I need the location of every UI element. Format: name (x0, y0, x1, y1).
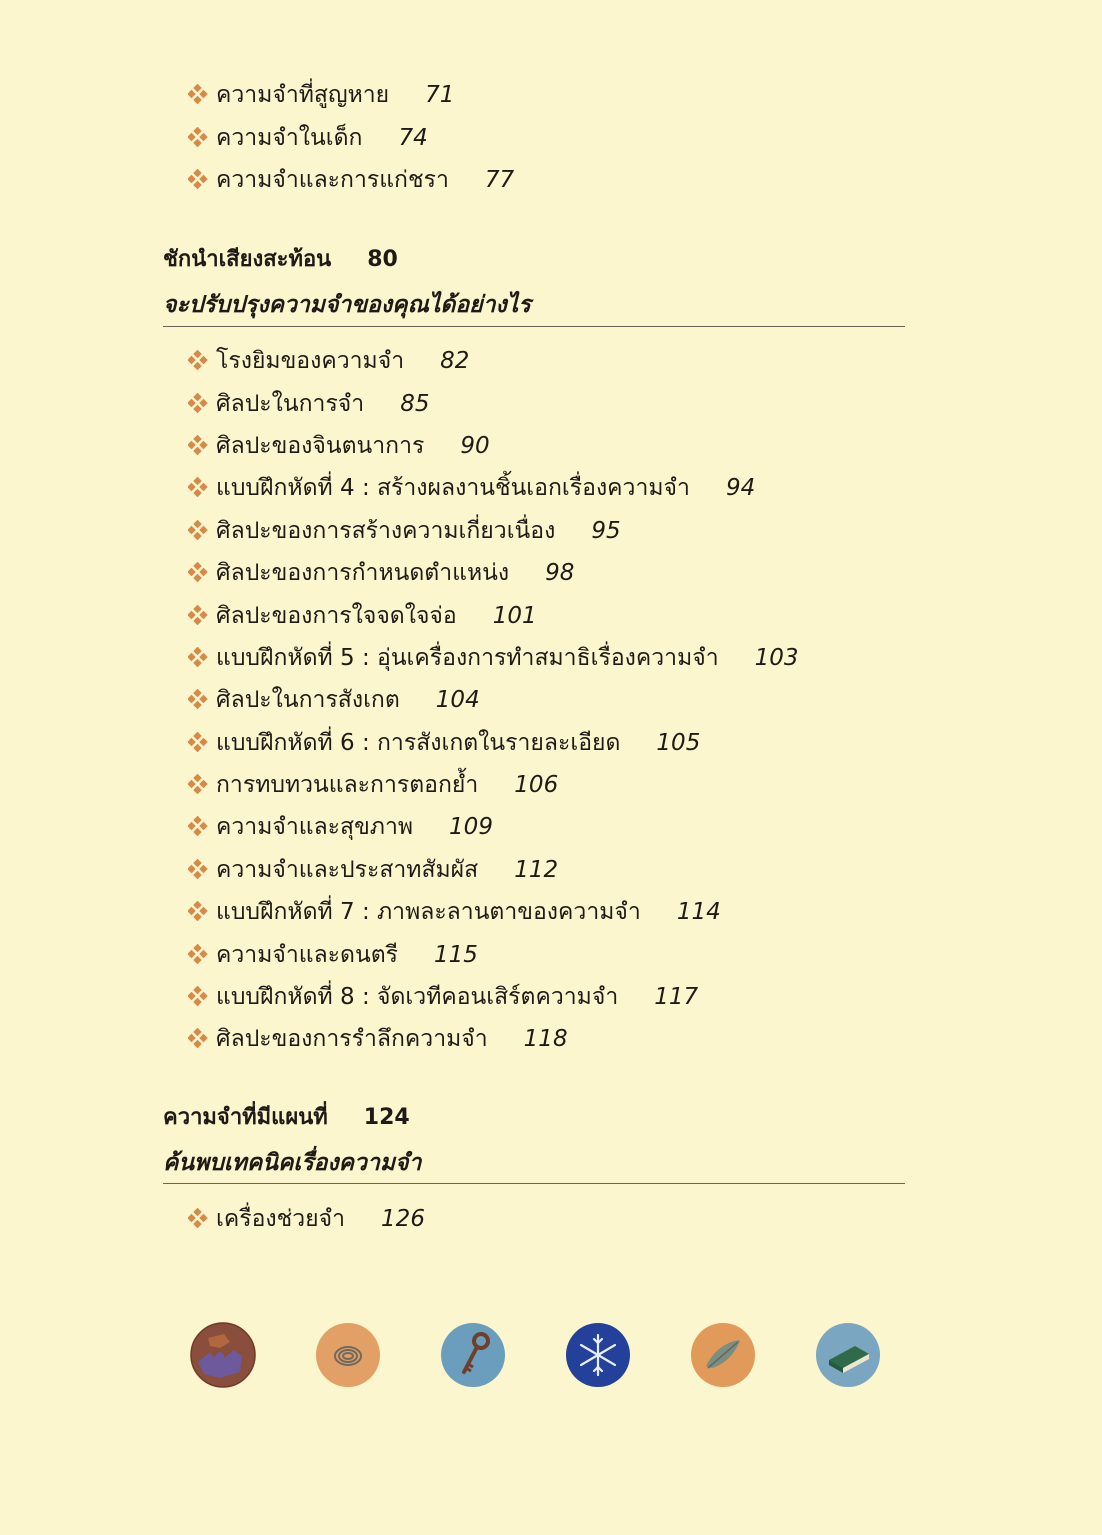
toc-item-page: 94 (725, 475, 756, 502)
toc-item-page: 90 (460, 432, 490, 459)
diamond-bullet-icon (188, 605, 210, 627)
section-title-text: ความจำที่มีแผนที่ (163, 1105, 328, 1130)
toc-item-page: 101 (492, 602, 537, 629)
section-subtitle: ค้นพบเทคนิคเรื่องความจำ (163, 1150, 422, 1176)
leaf-icon (690, 1322, 756, 1388)
diamond-bullet-icon (188, 477, 210, 499)
section-page-number: 124 (363, 1105, 410, 1130)
toc-item-page: 95 (591, 517, 621, 544)
section-subtitle: จะปรับปรุงความจำของคุณได้อย่างไร (163, 292, 531, 318)
diamond-bullet-icon (188, 562, 210, 584)
toc-item-title: ความจำในเด็ก (216, 124, 363, 151)
toc-item-title: ศิลปะของการรำลึกความจำ (216, 1026, 488, 1053)
diamond-bullet-icon (188, 393, 210, 415)
toc-item[interactable] (188, 74, 514, 116)
toc-item[interactable] (188, 722, 799, 764)
section-page-number: 80 (367, 247, 398, 272)
diamond-bullet-icon (188, 169, 210, 191)
diamond-bullet-icon (188, 84, 210, 106)
toc-item[interactable] (188, 159, 514, 201)
toc-item-title: ศิลปะของการสร้างความเกี่ยวเนื่อง (216, 517, 556, 544)
toc-item-title: ความจำและสุขภาพ (216, 814, 414, 841)
toc-item-page: 112 (514, 856, 559, 883)
toc-item-page: 106 (514, 772, 559, 799)
toc-item[interactable] (188, 382, 799, 424)
section-title[interactable] (163, 241, 398, 276)
toc-item-page: 82 (440, 348, 470, 375)
key-icon (440, 1322, 506, 1388)
toc-item-title: เครื่องช่วยจำ (216, 1206, 346, 1233)
diamond-bullet-icon (188, 520, 210, 542)
toc-item-title: การทบทวนและการตอกย้ำ (216, 772, 479, 799)
toc-item-title: แบบฝึกหัดที่ 6 : การสังเกตในรายละเอียด (216, 729, 621, 756)
toc-item-page: 126 (381, 1206, 425, 1233)
toc-item[interactable] (188, 933, 799, 975)
toc-item-title: แบบฝึกหัดที่ 5 : อุ่นเครื่องการทำสมาธิเรื่องความจำ (216, 644, 719, 671)
toc-item-title: แบบฝึกหัดที่ 8 : จัดเวทีคอนเสิร์ตความจำ (216, 984, 619, 1011)
puzzle-icon (190, 1322, 256, 1388)
toc-item-title: ความจำและการแก่ชรา (216, 166, 449, 193)
toc-item[interactable] (188, 1198, 425, 1240)
toc-item-page: 103 (754, 644, 799, 671)
toc-item-page: 104 (435, 687, 480, 714)
toc-list-group2 (188, 340, 799, 1061)
toc-item[interactable] (188, 806, 799, 848)
toc-item[interactable] (188, 510, 799, 552)
toc-item[interactable] (188, 679, 799, 721)
toc-item-page: 74 (398, 124, 428, 151)
diamond-bullet-icon (188, 435, 210, 457)
diamond-bullet-icon (188, 127, 210, 149)
section-divider (163, 1183, 905, 1184)
decorative-icon-row (190, 1322, 881, 1388)
toc-list-group3 (188, 1198, 425, 1240)
toc-item[interactable] (188, 976, 799, 1018)
toc-item[interactable] (188, 467, 799, 509)
toc-item-title: ความจำและดนตรี (216, 941, 398, 968)
section-title[interactable] (163, 1099, 410, 1134)
toc-list-group1 (188, 74, 514, 201)
toc-item-title: ศิลปะของการใจจดใจจ่อ (216, 602, 457, 629)
section-divider (163, 326, 905, 327)
toc-item-page: 105 (656, 729, 701, 756)
diamond-bullet-icon (188, 774, 210, 796)
diamond-bullet-icon (188, 816, 210, 838)
diamond-bullet-icon (188, 689, 210, 711)
toc-item-page: 115 (434, 941, 478, 968)
diamond-bullet-icon (188, 901, 210, 923)
toc-item[interactable] (188, 594, 799, 636)
toc-item[interactable] (188, 891, 799, 933)
toc-item-title: แบบฝึกหัดที่ 7 : ภาพละลานตาของความจำ (216, 899, 641, 926)
toc-item-page: 85 (400, 390, 430, 417)
fingerprint-icon (315, 1322, 381, 1388)
book-icon (815, 1322, 881, 1388)
toc-item-title: ความจำและประสาทสัมผัส (216, 856, 479, 883)
toc-item-title: ศิลปะในการจำ (216, 390, 365, 417)
toc-item-title: ศิลปะของการกำหนดตำแหน่ง (216, 560, 510, 587)
toc-item-page: 114 (676, 899, 721, 926)
diamond-bullet-icon (188, 1028, 210, 1050)
toc-item-title: ศิลปะในการสังเกต (216, 687, 400, 714)
toc-item-title: ศิลปะของจินตนาการ (216, 432, 425, 459)
toc-item[interactable] (188, 764, 799, 806)
toc-item[interactable] (188, 1018, 799, 1060)
toc-item-page: 109 (449, 814, 493, 841)
toc-item[interactable] (188, 637, 799, 679)
section-title-text: ชักนำเสียงสะท้อน (163, 247, 332, 272)
toc-item-title: โรงยิมของความจำ (216, 348, 405, 375)
toc-item-page: 77 (484, 166, 515, 193)
toc-item-title: แบบฝึกหัดที่ 4 : สร้างผลงานชิ้นเอกเรื่องความจำ (216, 475, 690, 502)
toc-item-page: 98 (545, 560, 575, 587)
diamond-bullet-icon (188, 732, 210, 754)
diamond-bullet-icon (188, 1208, 210, 1230)
diamond-bullet-icon (188, 986, 210, 1008)
toc-item[interactable] (188, 116, 514, 158)
toc-item[interactable] (188, 552, 799, 594)
toc-item-title: ความจำที่สูญหาย (216, 82, 390, 109)
toc-item-page: 71 (425, 82, 455, 109)
diamond-bullet-icon (188, 350, 210, 372)
diamond-bullet-icon (188, 944, 210, 966)
toc-item[interactable] (188, 340, 799, 382)
snowflake-icon (565, 1322, 631, 1388)
toc-item-page: 117 (654, 984, 699, 1011)
toc-item-page: 118 (523, 1026, 568, 1053)
toc-item[interactable] (188, 425, 799, 467)
toc-item[interactable] (188, 849, 799, 891)
diamond-bullet-icon (188, 859, 210, 881)
diamond-bullet-icon (188, 647, 210, 669)
